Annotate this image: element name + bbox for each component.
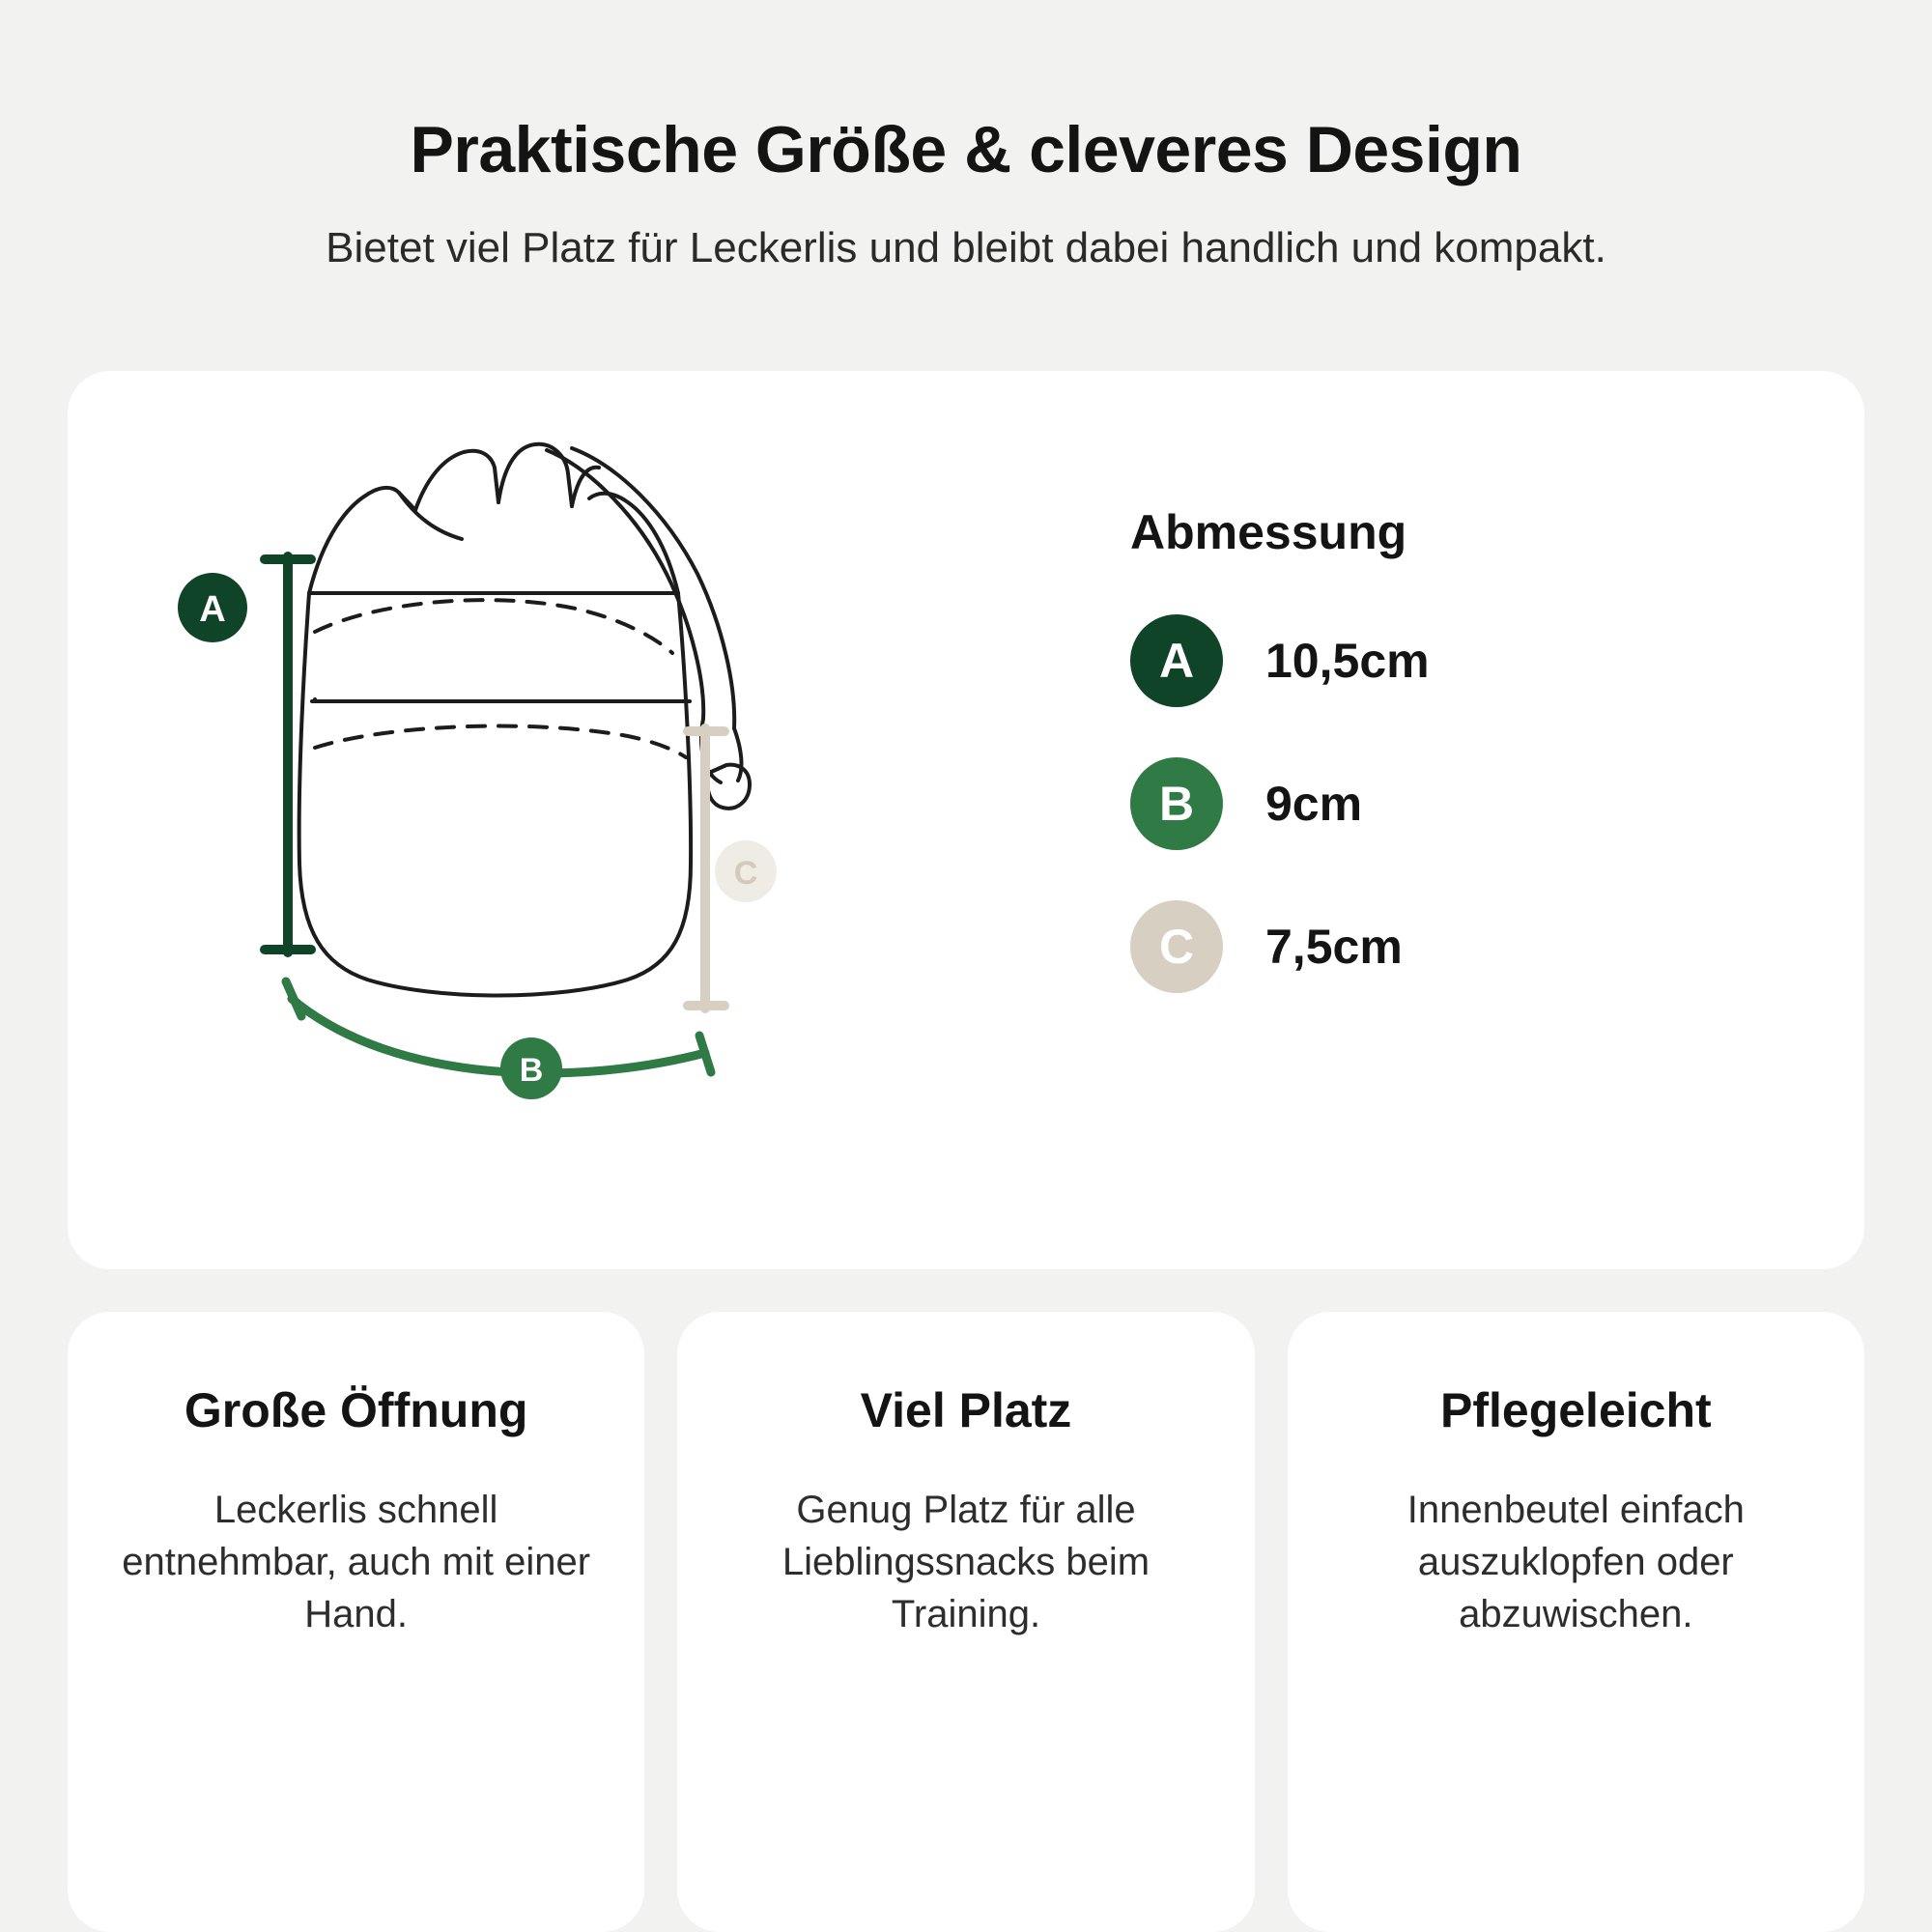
badge-c: C <box>1130 900 1223 993</box>
svg-text:A: A <box>199 589 226 631</box>
dimension-list <box>1092 410 1806 1231</box>
dimension-value-b: 9cm <box>1265 777 1363 832</box>
drawstring-pouch-icon <box>126 410 1092 1231</box>
feature-text: Innenbeutel einfach auszuklopfen oder abzuwischen. <box>1406 1488 1745 1635</box>
feature-card-row <box>68 1312 1864 1932</box>
pouch-illustration <box>126 410 1092 1231</box>
badge-a: A <box>1130 614 1223 707</box>
measure-b <box>286 981 711 1099</box>
dimension-row-a <box>1130 614 1806 707</box>
feature-card-opening <box>68 1312 644 1932</box>
feature-text: Genug Platz für alle Lieblingssnacks beim Training. <box>781 1488 1151 1635</box>
measure-a <box>178 556 311 952</box>
dimension-card <box>68 371 1864 1269</box>
dimension-row-b <box>1130 757 1806 850</box>
dimension-list-title: Abmessung <box>1130 505 1407 560</box>
header <box>68 0 1864 276</box>
page-subtitle: Bietet viel Platz für Leckerlis und bleibt dabei handlich und kompakt. <box>326 223 1606 271</box>
feature-text: Leckerlis schnell entnehmbar, auch mit einer Hand. <box>122 1488 591 1635</box>
badge-b: B <box>1130 757 1223 850</box>
page-title: Praktische Größe & cleveres Design <box>410 113 1522 186</box>
dimension-row-c <box>1130 900 1806 993</box>
feature-card-easy-care <box>1288 1312 1864 1932</box>
svg-text:B: B <box>519 1052 544 1090</box>
svg-text:C: C <box>733 855 758 893</box>
dimension-value-a: 10,5cm <box>1265 634 1430 689</box>
feature-title: Große Öffnung <box>184 1383 528 1438</box>
dimension-value-c: 7,5cm <box>1265 920 1403 975</box>
measure-c <box>688 728 777 1009</box>
feature-title: Viel Platz <box>860 1383 1072 1438</box>
feature-title: Pflegeleicht <box>1440 1383 1712 1438</box>
feature-card-capacity <box>677 1312 1254 1932</box>
